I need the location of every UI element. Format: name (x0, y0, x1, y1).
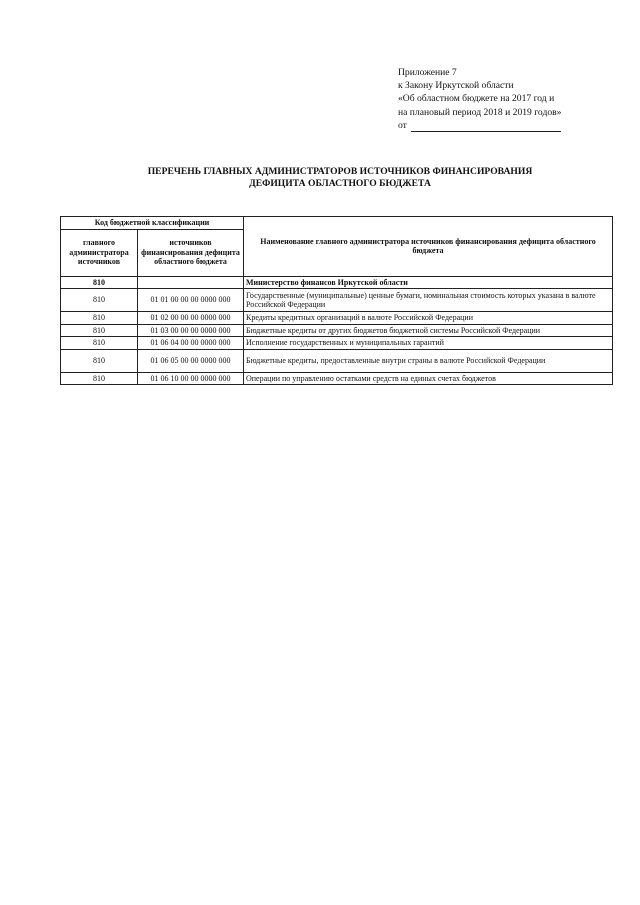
table-row (61, 372, 613, 385)
row-source-code: 01 06 10 00 00 0000 000 (138, 372, 244, 385)
row-name: Кредиты кредитных организаций в валюте Российской Федерации (244, 312, 613, 325)
row-source-code: 01 06 04 00 00 0000 000 (138, 337, 244, 350)
row-source-code: 01 03 00 00 00 0000 000 (138, 324, 244, 337)
row-admin-code: 810 (61, 372, 138, 385)
header-source: источников финансирования дефицита областного бюджета (138, 229, 244, 276)
row-name: Государственные (муниципальные) ценные бумаги, номинальная стоимость которых указана в валюте Российской Федерации (244, 289, 613, 312)
annex-law: к Закону Иркутской области (398, 80, 514, 92)
ministry-code: 810 (61, 276, 138, 289)
row-name: Операции по управлению остатками средств на единых счетах бюджетов (244, 372, 613, 385)
row-source-code: 01 01 00 00 00 0000 000 (138, 289, 244, 312)
ministry-empty-cell (138, 276, 244, 289)
administrators-table (60, 216, 613, 385)
header-name: Наименование главного администратора источников финансирования дефицита областного бюджета (244, 217, 613, 277)
row-admin-code: 810 (61, 312, 138, 325)
annex-law-title: «Об областном бюджете на 2017 год и (398, 93, 555, 105)
document-title (100, 166, 580, 190)
row-admin-code: 810 (61, 324, 138, 337)
table-row (61, 337, 613, 350)
row-source-code: 01 06 05 00 00 0000 000 (138, 349, 244, 372)
table-row-ministry (61, 276, 613, 289)
annex-date-line (398, 119, 608, 132)
document-title-line1: ПЕРЕЧЕНЬ ГЛАВНЫХ АДМИНИСТРАТОРОВ ИСТОЧНИКОВ ФИНАНСИРОВАНИЯ (147, 166, 533, 177)
annex-date-label: от (398, 119, 407, 131)
row-admin-code: 810 (61, 337, 138, 350)
table-header-row (61, 217, 613, 230)
row-name: Бюджетные кредиты, предоставленные внутри страны в валюте Российской Федерации (244, 349, 613, 372)
table-row (61, 312, 613, 325)
annex-date-blank (411, 122, 561, 132)
document-title-line2: ДЕФИЦИТА ОБЛАСТНОГО БЮДЖЕТА (249, 178, 431, 189)
row-admin-code: 810 (61, 289, 138, 312)
table-row (61, 289, 613, 312)
row-source-code: 01 02 00 00 00 0000 000 (138, 312, 244, 325)
header-admin: главного администратора источников (61, 229, 138, 276)
table-row (61, 324, 613, 337)
ministry-name: Министерство финансов Иркутской области (244, 276, 613, 289)
row-name: Исполнение государственных и муниципальных гарантий (244, 337, 613, 350)
annex-law-period: на плановый период 2018 и 2019 годов» (398, 106, 562, 118)
annex-number: Приложение 7 (398, 67, 457, 78)
table-row (61, 349, 613, 372)
row-admin-code: 810 (61, 349, 138, 372)
header-kbk: Код бюджетной классификации (61, 217, 244, 230)
annex-block (398, 66, 608, 132)
row-name: Бюджетные кредиты от других бюджетов бюджетной системы Российской Федерации (244, 324, 613, 337)
